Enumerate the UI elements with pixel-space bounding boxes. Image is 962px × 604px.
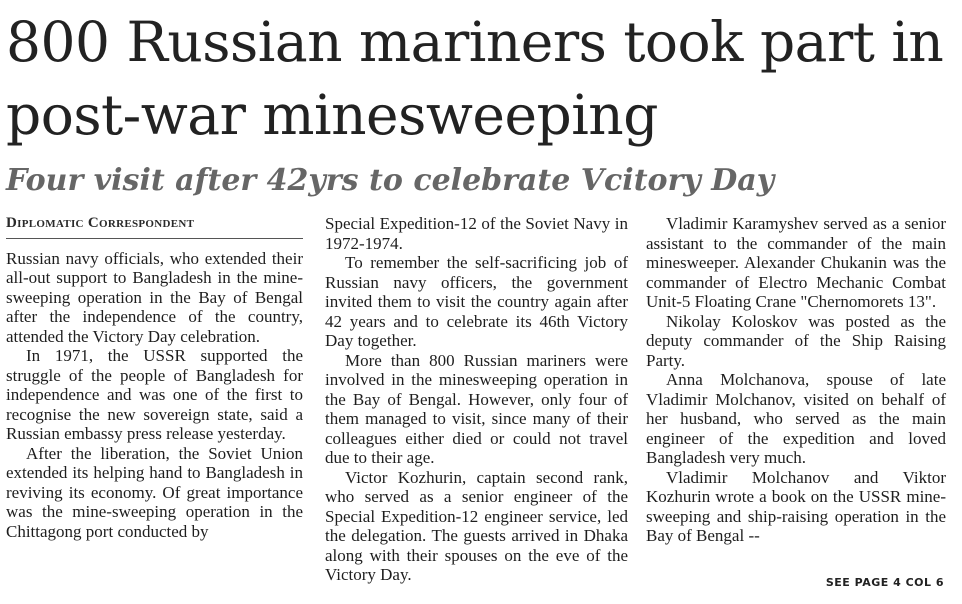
paragraph: In 1971, the USSR supported the struggle of the people of Bangladesh for independence and was one of the first to recognise the new sovereign state, said a Russian embassy press release yesterday. <box>6 346 303 443</box>
byline: Diplomatic Correspondent <box>6 214 303 239</box>
paragraph: Vladimir Molchanov and Viktor Kozhurin wrote a book on the USSR mine-sweeping and ship-raising operation in the Bay of Bengal -- <box>646 467 946 545</box>
paragraph: Anna Molchanova, spouse of late Vladimir Molchanov, visited on behalf of her husband, who served as the main engineer of the expedition and loved Bangladesh very much. <box>646 370 946 467</box>
continuation-jump-line: SEE PAGE 4 COL 6 <box>825 576 944 589</box>
paragraph: After the liberation, the Soviet Union extended its helping hand to Bangladesh in reviving its economy. Of great importance was the mine-sweeping operation in the Chittagong port conducted by <box>6 443 303 541</box>
paragraph: Victor Kozhurin, captain second rank, who served as a senior engineer of the Special Expedition-12 engineer service, led the delegation. The guests arrived in Dhaka along with their spouses on the eve of the Victory Day. <box>325 467 628 584</box>
article-column-1 <box>6 214 303 541</box>
subheadline: Four visit after 42yrs to celebrate Vcitory Day <box>6 163 775 198</box>
paragraph: Nikolay Koloskov was posted as the deputy commander of the Ship Raising Party. <box>646 311 946 370</box>
headline: 800 Russian mariners took part in post-war minesweeping <box>6 10 944 147</box>
paragraph: Russian navy officials, who extended their all-out support to Bangladesh in the mine-sweeping operation in the Bay of Bengal after the independence of the country, attended the Victory Day celebration. <box>6 248 303 346</box>
paragraph: Vladimir Karamyshev served as a senior assistant to the commander of the main minesweeper. Alexander Chukanin was the commander of Electro Mechanic Combat Unit-5 Floating Crane "Chernomorets 13". <box>646 214 946 311</box>
paragraph: Special Expedition-12 of the Soviet Navy in 1972-1974. <box>325 214 628 253</box>
article-column-2 <box>325 214 628 585</box>
paragraph: To remember the self-sacrificing job of Russian navy officers, the government invited them to visit the country again after 42 years and to celebrate its 46th Victory Day together. <box>325 253 628 350</box>
article-column-3 <box>646 214 946 546</box>
paragraph: More than 800 Russian mariners were involved in the minesweeping operation in the Bay of Bengal. However, only four of them managed to visit, since many of their colleagues either died or could not travel due to their age. <box>325 350 628 467</box>
